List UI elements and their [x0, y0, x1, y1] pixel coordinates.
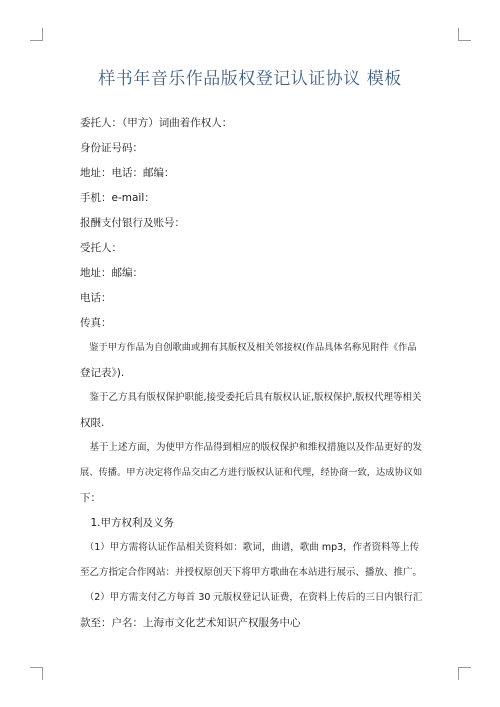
paragraph-line: 鉴于甲方作品为自创歌曲或拥有其版权及相关邻接权(作品具体名称见附件《作品: [80, 342, 417, 353]
paragraph-whereas-party-b: [80, 391, 425, 430]
section-heading-party-a-rights: [80, 516, 425, 530]
paragraph-line: 基于上述方面，为使甲方作品得到相应的版权保护和维权措施以及作品更好的发: [80, 442, 423, 453]
crop-mark-bottom-left: [30, 667, 43, 680]
field-bank-account: 报酬支付银行及账号：: [80, 217, 185, 229]
clause-1-materials-upload: [80, 541, 425, 580]
document-title: 样书年音乐作品版权登记认证协议 模板: [98, 69, 402, 89]
crop-mark-top-right: [458, 28, 471, 41]
paragraph-line: （2）甲方需支付乙方每首 30 元版权登记认证费，在资料上传后的三日内银行汇: [80, 592, 423, 603]
paragraph-line: 至乙方指定合作网站：并授权原创天下将甲方歌曲在本站进行展示、播放、推广。: [80, 567, 423, 578]
paragraph-line: （1）甲方需将认证作品相关资料如：歌词，曲谱，歌曲 mp3，作者资料等上传: [80, 542, 420, 553]
paragraph-line: 款至：户名：上海市文化艺术知识产权服务中心: [80, 617, 301, 629]
field-mobile-email: 手机：e-mail：: [80, 192, 155, 204]
paragraph-line: 展、传播。甲方决定将作品交由乙方进行版权认证和代理，经协商一致，达成协议如: [80, 467, 423, 478]
paragraph-agreement-basis: [80, 441, 425, 505]
paragraph-whereas-party-a: [80, 341, 425, 380]
section-heading: 1.甲方权利及义务: [80, 517, 175, 529]
crop-mark-bottom-right: [458, 667, 471, 680]
paragraph-line: 登记表》).: [80, 367, 125, 379]
field-id-number: 身份证号码：: [80, 142, 143, 154]
crop-mark-top-left: [30, 28, 43, 41]
field-address-phone-postcode: 地址：电话：邮编：: [80, 167, 175, 179]
paragraph-line: 下：: [80, 492, 101, 504]
paragraph-line: 权限.: [80, 417, 105, 429]
field-client: 委托人：（甲方）词曲着作权人：: [80, 117, 233, 129]
paragraph-line: 鉴于乙方具有版权保护职能,接受委托后具有版权认证,版权保护,版权代理等相关: [80, 392, 422, 403]
field-trustee: 受托人：: [80, 242, 122, 254]
field-trustee-fax: 传真：: [80, 317, 112, 329]
clause-2-registration-fee: [80, 591, 425, 630]
field-trustee-address: 地址：邮编：: [80, 267, 143, 279]
field-trustee-phone: 电话：: [80, 292, 112, 304]
